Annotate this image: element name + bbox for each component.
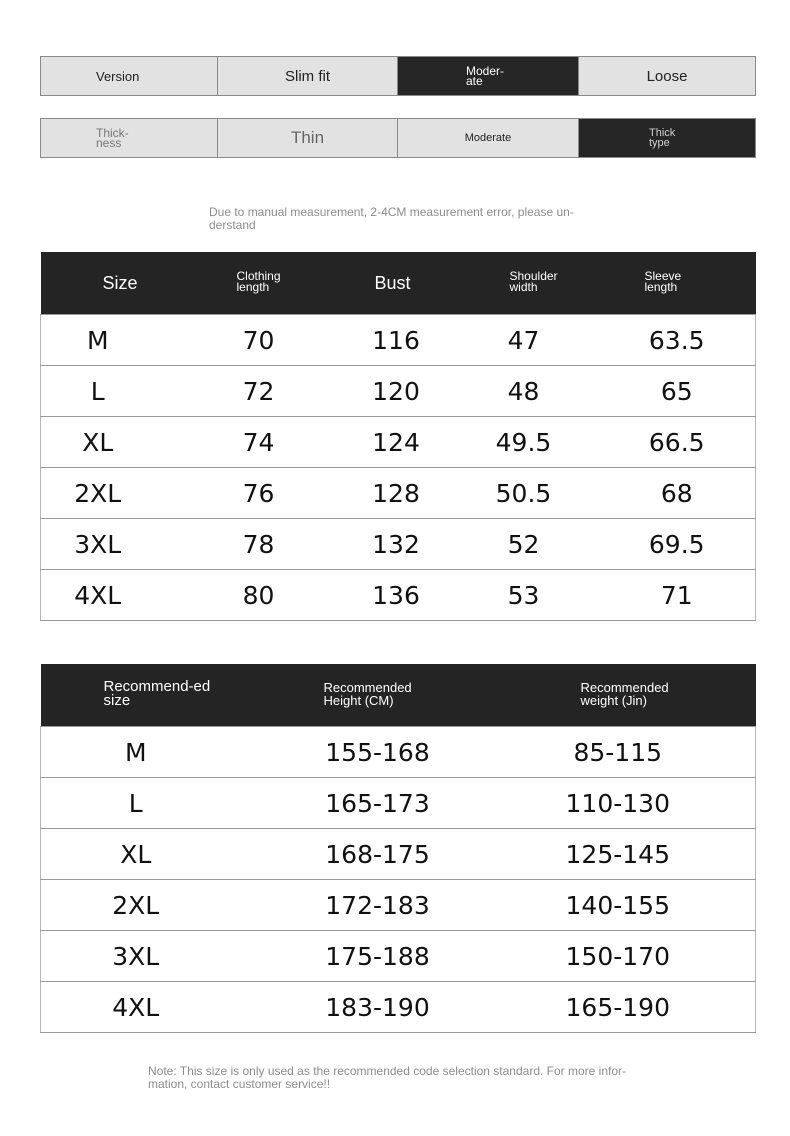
shoulder-width-cell: 52 bbox=[464, 519, 599, 570]
recommended-height-cell: 183-190 bbox=[231, 982, 491, 1033]
size-table-header bbox=[41, 252, 756, 315]
table-row bbox=[41, 829, 756, 880]
bust-cell: 128 bbox=[329, 468, 464, 519]
header-recommended-height bbox=[231, 664, 491, 727]
sleeve-length-cell: 66.5 bbox=[599, 417, 756, 468]
size-cell: 3XL bbox=[41, 519, 201, 570]
recommended-size-cell: 2XL bbox=[41, 880, 231, 931]
version-label: Version bbox=[41, 57, 218, 95]
recommended-size-cell: 3XL bbox=[41, 931, 231, 982]
recommended-height-cell: 155-168 bbox=[231, 727, 491, 778]
table-row bbox=[41, 315, 756, 366]
thickness-option-thin[interactable]: Thin bbox=[218, 119, 398, 157]
bust-cell: 136 bbox=[329, 570, 464, 621]
table-row bbox=[41, 570, 756, 621]
header-size bbox=[41, 252, 201, 315]
recommended-weight-cell: 140-155 bbox=[491, 880, 756, 931]
table-row bbox=[41, 417, 756, 468]
thickness-row bbox=[40, 118, 756, 158]
header-size-text: Size bbox=[102, 272, 138, 293]
recommended-weight-cell: 165-190 bbox=[491, 982, 756, 1033]
table-row bbox=[41, 468, 756, 519]
sleeve-length-cell: 69.5 bbox=[599, 519, 756, 570]
table-row bbox=[41, 931, 756, 982]
recommended-size-table bbox=[40, 664, 756, 1033]
table-row bbox=[41, 880, 756, 931]
header-shoulder-width-text: Shoulder width bbox=[509, 268, 558, 294]
recommended-weight-cell: 85-115 bbox=[491, 727, 756, 778]
recommended-size-cell: XL bbox=[41, 829, 231, 880]
table-row bbox=[41, 778, 756, 829]
bust-cell: 124 bbox=[329, 417, 464, 468]
header-shoulder-width bbox=[464, 252, 599, 315]
recommended-weight-cell: 150-170 bbox=[491, 931, 756, 982]
thickness-option-thick-type-label: Thick type bbox=[649, 127, 676, 149]
bust-cell: 132 bbox=[329, 519, 464, 570]
thickness-option-moderate[interactable]: Moderate bbox=[398, 119, 579, 157]
recommended-size-cell: 4XL bbox=[41, 982, 231, 1033]
clothing-length-cell: 76 bbox=[201, 468, 329, 519]
header-clothing-length-text: Clothing length bbox=[236, 268, 281, 294]
size-cell: L bbox=[41, 366, 201, 417]
header-recommended-size bbox=[41, 664, 231, 727]
footer-note: Note: This size is only used as the recommended code selection standard. For more infor-mation, contact customer service!! bbox=[148, 1064, 627, 1091]
size-cell: XL bbox=[41, 417, 201, 468]
shoulder-width-cell: 50.5 bbox=[464, 468, 599, 519]
version-row bbox=[40, 56, 756, 96]
thickness-label-text: Thick-ness bbox=[96, 126, 129, 150]
clothing-length-cell: 74 bbox=[201, 417, 329, 468]
header-sleeve-length bbox=[599, 252, 756, 315]
sleeve-length-cell: 68 bbox=[599, 468, 756, 519]
sleeve-length-cell: 63.5 bbox=[599, 315, 756, 366]
header-recommended-weight bbox=[491, 664, 756, 727]
clothing-length-cell: 72 bbox=[201, 366, 329, 417]
recommended-weight-cell: 110-130 bbox=[491, 778, 756, 829]
recommended-size-cell: M bbox=[41, 727, 231, 778]
header-recommended-height-text: Recommended Height (CM) bbox=[323, 679, 412, 708]
header-recommended-size-text: Recommend-ed size bbox=[103, 678, 211, 709]
thickness-label bbox=[41, 119, 218, 157]
header-clothing-length bbox=[201, 252, 329, 315]
version-option-loose[interactable]: Loose bbox=[579, 57, 755, 95]
table-row bbox=[41, 366, 756, 417]
header-sleeve-length-text: Sleeve length bbox=[644, 268, 682, 294]
size-cell: 4XL bbox=[41, 570, 201, 621]
recommended-table-header bbox=[41, 664, 756, 727]
version-option-moderate[interactable] bbox=[398, 57, 579, 95]
clothing-length-cell: 80 bbox=[201, 570, 329, 621]
version-option-slim-fit[interactable]: Slim fit bbox=[218, 57, 398, 95]
size-table bbox=[40, 252, 756, 621]
version-option-moderate-label: Moder-ate bbox=[466, 64, 505, 88]
shoulder-width-cell: 47 bbox=[464, 315, 599, 366]
table-row bbox=[41, 727, 756, 778]
table-row bbox=[41, 982, 756, 1033]
recommended-height-cell: 172-183 bbox=[231, 880, 491, 931]
thickness-option-thick-type[interactable] bbox=[579, 119, 755, 157]
measurement-note: Due to manual measurement, 2-4CM measurement error, please un-derstand bbox=[209, 205, 574, 232]
header-bust-text: Bust bbox=[374, 272, 411, 293]
recommended-height-cell: 175-188 bbox=[231, 931, 491, 982]
size-cell: M bbox=[41, 315, 201, 366]
bust-cell: 120 bbox=[329, 366, 464, 417]
shoulder-width-cell: 49.5 bbox=[464, 417, 599, 468]
header-recommended-weight-text: Recommended weight (Jin) bbox=[580, 679, 669, 708]
shoulder-width-cell: 48 bbox=[464, 366, 599, 417]
header-bust bbox=[329, 252, 464, 315]
clothing-length-cell: 70 bbox=[201, 315, 329, 366]
size-cell: 2XL bbox=[41, 468, 201, 519]
sleeve-length-cell: 71 bbox=[599, 570, 756, 621]
recommended-height-cell: 168-175 bbox=[231, 829, 491, 880]
recommended-height-cell: 165-173 bbox=[231, 778, 491, 829]
recommended-size-cell: L bbox=[41, 778, 231, 829]
bust-cell: 116 bbox=[329, 315, 464, 366]
clothing-length-cell: 78 bbox=[201, 519, 329, 570]
recommended-weight-cell: 125-145 bbox=[491, 829, 756, 880]
sleeve-length-cell: 65 bbox=[599, 366, 756, 417]
table-row bbox=[41, 519, 756, 570]
shoulder-width-cell: 53 bbox=[464, 570, 599, 621]
